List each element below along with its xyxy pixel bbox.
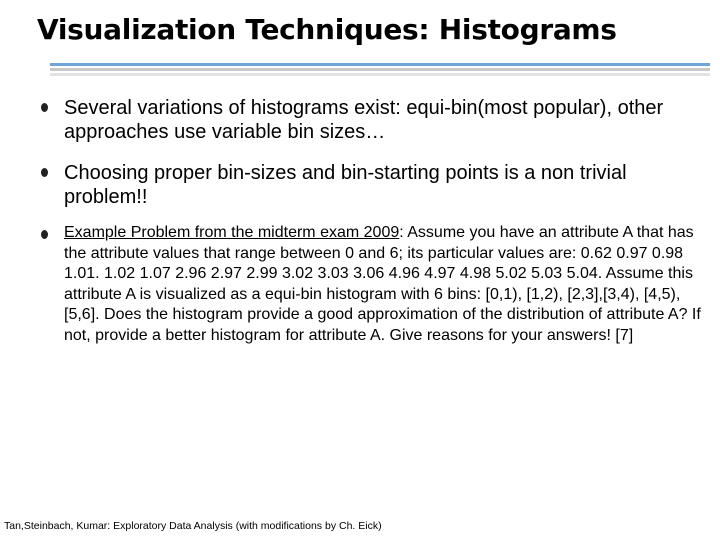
bullet-text-2: Choosing proper bin-sizes and bin-starting points is a non trivial problem!! xyxy=(64,162,627,208)
bullet-dot-icon xyxy=(41,230,48,239)
bullet-dot-icon xyxy=(41,168,48,177)
example-problem-text: : Assume you have an attribute A that has the attribute values that range between 0 and 6; its particular values are: 0.62 0.97 0.98 1.01. 1.02 1.07 2.96 2.97 2.99 3.02 3.03 3.06 4.96 4.97 4.98 5.02 5.03 5.04. Assume this attribute A is visualized as a equi-bin histogram with 6 bins: [0,1), [1,2), [2,3],[3,4), [4,5), [5,6]. Does the histogram provide a good approximation of the distribution of attribute A? If not, provide a better histogram for attribute A. Give reasons for your answers! [7] xyxy=(64,224,701,344)
title-rule-blue xyxy=(50,63,710,66)
bullet-text-3 xyxy=(64,223,704,346)
midterm-exam-link[interactable]: Example Problem from the midterm exam 2009 xyxy=(64,224,400,241)
slide-title: Visualization Techniques: Histograms xyxy=(37,13,617,46)
title-rule-light xyxy=(50,73,710,76)
bullet-text-1: Several variations of histograms exist: equi-bin(most popular), other approaches use variable bin sizes… xyxy=(64,97,664,143)
footer-credit: Tan,Steinbach, Kumar: Exploratory Data Analysis (with modifications by Ch. Eick) xyxy=(4,520,382,532)
bullet-dot-icon xyxy=(41,103,48,112)
title-rule-gray xyxy=(50,68,710,71)
